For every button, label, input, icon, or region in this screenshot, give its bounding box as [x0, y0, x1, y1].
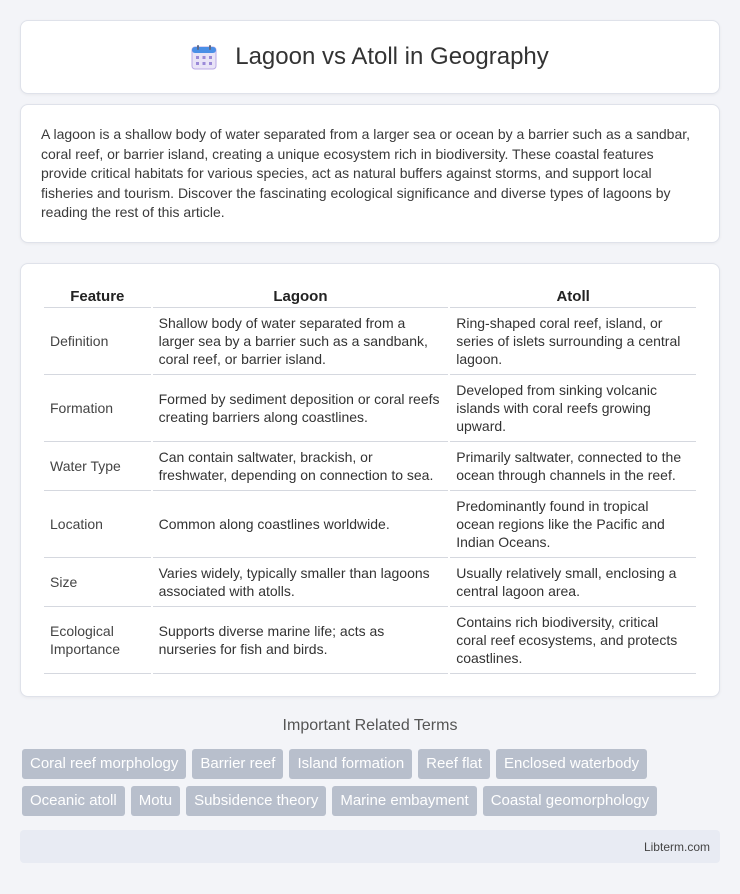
- comparison-card: [20, 263, 720, 697]
- footer-site-link[interactable]: Libterm.com: [643, 839, 710, 854]
- row-atoll: Predominantly found in tropical ocean regions like the Pacific and Indian Oceans.: [450, 491, 696, 558]
- row-atoll: Ring-shaped coral reef, island, or series of islets surrounding a central lagoon.: [450, 308, 696, 375]
- header-lagoon: Lagoon: [153, 284, 449, 308]
- related-term-tag[interactable]: Coral reef morphology: [22, 749, 186, 779]
- row-lagoon: Common along coastlines worldwide.: [153, 491, 449, 558]
- row-lagoon: Shallow body of water separated from a larger sea by a barrier such as a sandbank, coral reef, or barrier island.: [153, 308, 449, 375]
- row-atoll: Developed from sinking volcanic islands with coral reefs growing upward.: [450, 375, 696, 442]
- row-atoll: Usually relatively small, enclosing a central lagoon area.: [450, 558, 696, 607]
- row-atoll: Primarily saltwater, connected to the ocean through channels in the reef.: [450, 442, 696, 491]
- related-term-tag[interactable]: Oceanic atoll: [22, 786, 125, 816]
- intro-card: [20, 104, 720, 243]
- related-term-tag[interactable]: Marine embayment: [332, 786, 476, 816]
- related-term-tag[interactable]: Enclosed waterbody: [496, 749, 647, 779]
- row-feature: Definition: [44, 308, 151, 375]
- related-terms-title: Important Related Terms: [282, 717, 458, 734]
- table-row: [44, 558, 696, 607]
- related-term-tag[interactable]: Barrier reef: [192, 749, 283, 779]
- row-feature: Ecological Importance: [44, 607, 151, 674]
- row-atoll: Contains rich biodiversity, critical coral reef ecosystems, and protects coastlines.: [450, 607, 696, 674]
- header-feature: Feature: [44, 284, 151, 308]
- calendar-icon: [191, 44, 217, 70]
- intro-text: A lagoon is a shallow body of water separated from a larger sea or ocean by a barrier such as a sandbar, coral reef, or barrier island, creating a unique ecosystem rich in biodiversity. These coastal features provide critical habitats for various species, act as natural buffers against storms, and support local fisheries and tourism. Discover the fascinating ecological significance and diverse types of lagoons by reading the rest of this article.: [41, 126, 691, 220]
- table-row: [44, 442, 696, 491]
- header-atoll: Atoll: [450, 284, 696, 308]
- row-lagoon: Supports diverse marine life; acts as nurseries for fish and birds.: [153, 607, 449, 674]
- title-card: [20, 20, 720, 94]
- row-feature: Size: [44, 558, 151, 607]
- row-feature: Formation: [44, 375, 151, 442]
- related-term-tag[interactable]: Coastal geomorphology: [483, 786, 657, 816]
- row-lagoon: Formed by sediment deposition or coral reefs creating barriers along coastlines.: [153, 375, 449, 442]
- comparison-table: [42, 284, 698, 674]
- table-header-row: [44, 284, 696, 308]
- related-term-tag[interactable]: Subsidence theory: [186, 786, 326, 816]
- table-row: [44, 308, 696, 375]
- table-row: [44, 375, 696, 442]
- related-term-tag[interactable]: Reef flat: [418, 749, 490, 779]
- related-term-tag[interactable]: Island formation: [289, 749, 412, 779]
- page-title: Lagoon vs Atoll in Geography: [235, 43, 549, 70]
- related-terms-list: [22, 749, 722, 816]
- footer: [20, 830, 720, 863]
- row-feature: Location: [44, 491, 151, 558]
- table-row: [44, 491, 696, 558]
- row-feature: Water Type: [44, 442, 151, 491]
- table-row: [44, 607, 696, 674]
- related-term-tag[interactable]: Motu: [131, 786, 180, 816]
- row-lagoon: Can contain saltwater, brackish, or freshwater, depending on connection to sea.: [153, 442, 449, 491]
- row-lagoon: Varies widely, typically smaller than lagoons associated with atolls.: [153, 558, 449, 607]
